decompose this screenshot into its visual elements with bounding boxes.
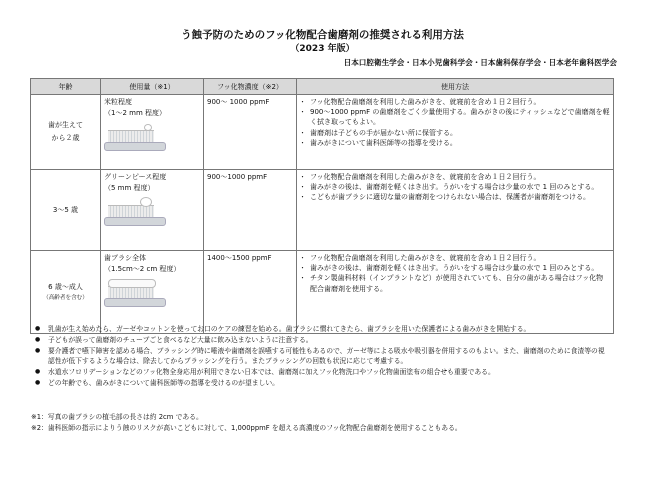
list-item: ・ チタン製歯科材料（インプラントなど）が使用されていても、自分の歯がある場合はフッ化物配合歯磨剤を使用する。 xyxy=(308,273,610,293)
footnote-2: ※2：歯科医師の指示によりう蝕のリスクが高いこどもに対して、1,000ppmF を超える高濃度のフッ化物配合歯磨剤を使用することもある。 xyxy=(31,424,462,432)
note-item: ● 乳歯が生え始めたら、ガーゼやコットンを使ってお口のケアの練習を始める。歯ブラシに慣れてきたら、歯ブラシを用いた保護者による歯みがきを開始する。 xyxy=(35,324,611,334)
toothbrush-green-pea-photo xyxy=(104,197,164,230)
method-cell xyxy=(297,95,614,170)
age-cell xyxy=(31,95,101,170)
note-item: ● 水道水フロリデーションなどのフッ化物全身応用が利用できない日本では、歯磨剤に加えフッ化物洗口やフッ化物歯面塗布の組合せも重要である。 xyxy=(35,367,611,377)
method-cell xyxy=(297,170,614,251)
list-item: ・ フッ化物配合歯磨剤を利用した歯みがきを、就寝前を含め１日２回行う。 xyxy=(308,253,610,263)
list-item: ・ 歯みがきの後は、歯磨剤を軽くはき出す。うがいをする場合は少量の水で 1 回のみとする。 xyxy=(308,182,610,192)
header-concentration: フッ化物濃度（※2） xyxy=(204,79,297,95)
document-title: う蝕予防のためのフッ化物配合歯磨剤の推奨される利用方法 xyxy=(181,29,464,41)
header-amount: 使用量（※1） xyxy=(101,79,204,95)
age-cell xyxy=(31,170,101,251)
usage-table xyxy=(30,78,614,334)
toothbrush-full-head-photo xyxy=(104,278,164,311)
amount-cell xyxy=(101,95,204,170)
method-list xyxy=(300,253,610,294)
note-item: ● どの年齢でも、歯みがきについて歯科医師等の指導を受けるのが望ましい。 xyxy=(35,378,611,388)
list-item: ・ フッ化物配合歯磨剤を利用した歯みがきを、就寝前を含め１日２回行う。 xyxy=(308,97,610,107)
amount-cell xyxy=(101,170,204,251)
table-row xyxy=(31,251,614,334)
table-row xyxy=(31,95,614,170)
organizations: 日本口腔衛生学会・日本小児歯科学会・日本歯科保存学会・日本老年歯科医学会 xyxy=(343,58,617,67)
notes-list xyxy=(35,324,611,389)
age-cell xyxy=(31,251,101,334)
list-item: ・ 歯みがきの後は、歯磨剤を軽くはき出す。うがいをする場合は少量の水で 1 回のみとする。 xyxy=(308,263,610,273)
age-label: 歯が生えて から２歳 xyxy=(48,121,83,142)
note-item: ● 子どもが誤って歯磨剤のチューブごと食べるなど大量に飲み込まないように注意する。 xyxy=(35,335,611,345)
list-item: ・ フッ化物配合歯磨剤を利用した歯みがきを、就寝前を含め１日２回行う。 xyxy=(308,172,610,182)
header-method: 使用方法 xyxy=(297,79,614,95)
list-item: ・ こどもが歯ブラシに適切な量の歯磨剤をつけられない場合は、保護者が歯磨剤をつける。 xyxy=(308,192,610,202)
document-year: （2023 年版） xyxy=(290,44,355,54)
note-item: ● 要介護者で嚥下障害を認める場合、ブラッシング時に唾液や歯磨剤を誤嚥する可能性もあるので、ガーゼ等による吸水や吸引器を併用するのもよい。また、歯磨剤のために食渣等の視認性が低下するような場合は、除去してからブラッシングを行う。またブラッシングの回数も状況に応じて考慮する。 xyxy=(35,346,611,366)
amount-cell xyxy=(101,251,204,334)
amount-label: 歯ブラシ全体 （1.5cm～2 cm 程度） xyxy=(104,254,181,273)
concentration-cell: 900～1000 ppmF xyxy=(204,170,297,251)
list-item: ・ 歯みがきについて歯科医師等の指導を受ける。 xyxy=(308,138,610,148)
list-item: ・ 歯磨剤は子どもの手が届かない所に保管する。 xyxy=(308,128,610,138)
method-list xyxy=(300,97,610,148)
age-label: 6 歳～成人 xyxy=(48,283,83,291)
age-label: 3～5 歳 xyxy=(52,205,79,214)
list-item: ・ 900～1000 ppmF の歯磨剤をごく少量使用する。歯みがきの後にティッシュなどで歯磨剤を軽く拭き取ってもよい。 xyxy=(308,107,610,127)
method-cell xyxy=(297,251,614,334)
toothbrush-rice-grain-photo xyxy=(104,122,164,155)
header-age: 年齢 xyxy=(31,79,101,95)
amount-label: 米粒程度 （1～2 mm 程度） xyxy=(104,98,166,117)
footnote-1: ※1：写真の歯ブラシの植毛部の長さは約 2cm である。 xyxy=(31,413,203,421)
table-header-row xyxy=(31,79,614,95)
table-row xyxy=(31,170,614,251)
amount-label: グリーンピース程度 （5 mm 程度） xyxy=(104,173,167,192)
concentration-cell: 1400～1500 ppmF xyxy=(204,251,297,334)
age-note: （高齢者を含む） xyxy=(43,295,88,301)
concentration-cell: 900～ 1000 ppmF xyxy=(204,95,297,170)
footnotes xyxy=(31,412,611,434)
method-list xyxy=(300,172,610,203)
